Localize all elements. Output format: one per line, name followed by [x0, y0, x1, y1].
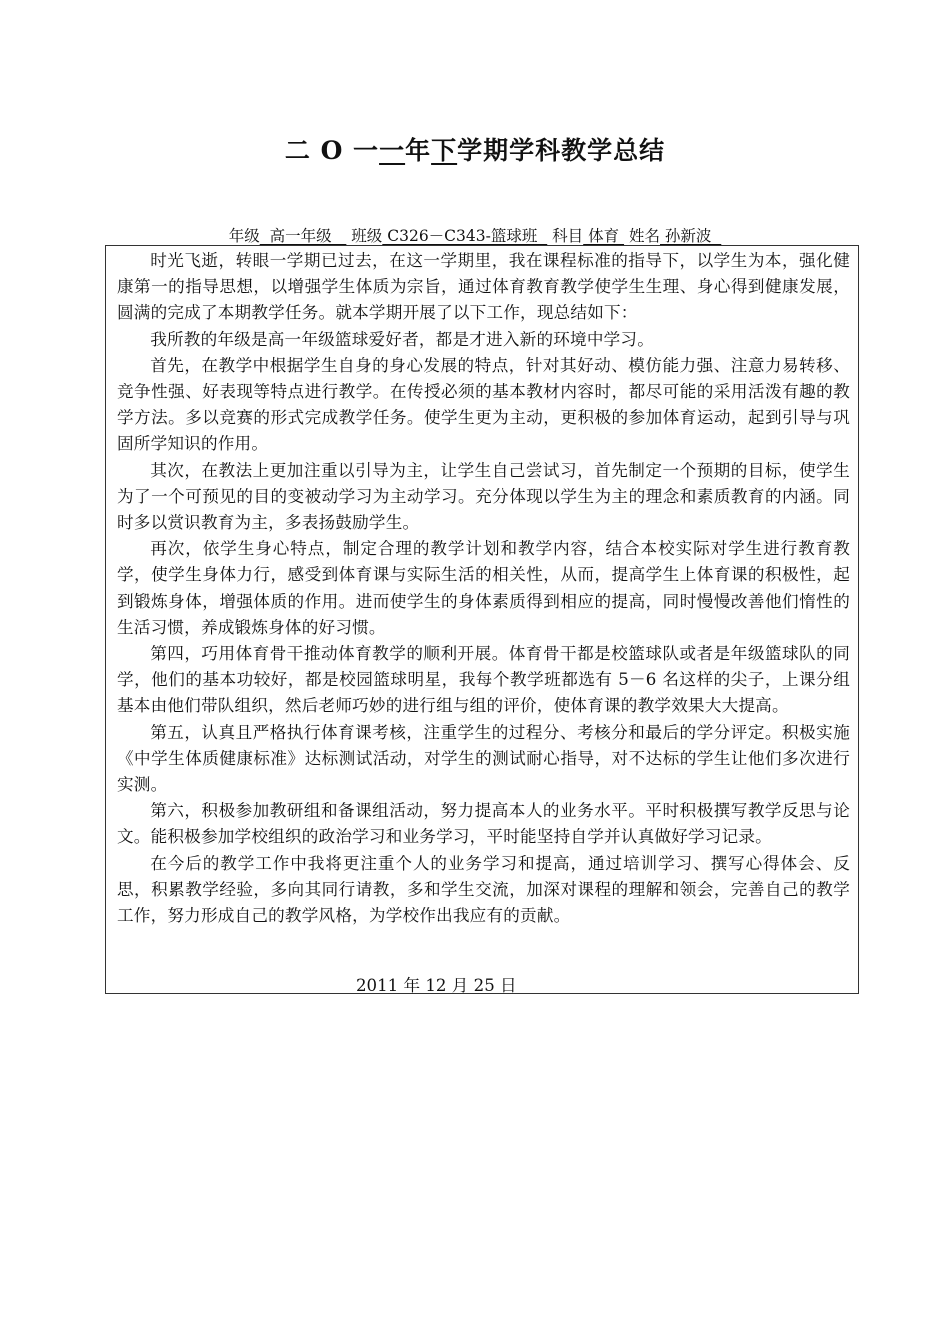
paragraph-second: 其次，在教法上更加注重以引导为主，让学生自己尝试习，首先制定一个预期的目标，使学生为了一个可预见的目的变被动学习为主动学习。充分体现以学生为主的理念和素质教育的内涵。同时多以赏识教育为主，多表扬鼓励学生。	[117, 460, 850, 533]
class-label: 班级	[351, 227, 383, 245]
paragraph-first: 首先，在教学中根据学生自身的身心发展的特点，针对其好动、模仿能力强、注意力易转移、竞争性强、好表现等特点进行教学。在传授必须的基本教材内容时，都尽可能的采用活泼有趣的教学方法。多以竞赛的形式完成教学任务。使学生更为主动，更积极的参加体育运动，起到引导与巩固所学知识的作用。	[117, 355, 850, 454]
grade-value: 高一年级	[259, 227, 347, 245]
summary-content-box	[105, 245, 859, 994]
grade-label: 年级	[228, 227, 260, 245]
paragraph-future: 在今后的教学工作中我将更注重个人的业务学习和提高，通过培训学习、撰写心得体会、反思，积累教学经验，多向其同行请教，多和学生交流，加深对课程的理解和领会，完善自己的教学工作，努力形成自己的教学风格，为学校作出我应有的贡献。	[117, 853, 850, 926]
paragraph-intro: 时光飞逝，转眼一学期已过去，在这一学期里，我在课程标准的指导下，以学生为本，强化健康第一的指导思想，以增强学生体质为宗旨，通过体育教育教学使学生生理、身心得到健康发展，圆满的完成了本期教学任务。就本学期开展了以下工作，现总结如下：	[117, 251, 850, 323]
title-year-char: 年	[405, 136, 432, 165]
title-suffix: 学期学科教学总结	[457, 136, 666, 165]
paragraph-grade: 我所教的年级是高一年级篮球爱好者，都是才进入新的环境中学习。	[150, 329, 654, 349]
subject-value: 体育	[583, 227, 625, 245]
paragraph-fifth: 第五，认真且严格执行体育课考核，注重学生的过程分、考核分和最后的学分评定。积极实施《中学生体质健康标准》达标测试活动，对学生的测试耐心指导，对不达标的学生让他们多次进行实测。	[117, 722, 850, 795]
document-meta-line	[0, 224, 950, 246]
paragraph-third: 再次，依学生身心特点，制定合理的教学计划和教学内容，结合本校实际对学生进行教育教学，使学生身体力行，感受到体育课与实际生活的相关性，从而，提高学生上体育课的积极性，起到锻炼身体，增强体质的作用。进而使学生的身体素质得到相应的提高，同时慢慢改善他们惰性的生活习惯，养成锻炼身体的好习惯。	[117, 539, 850, 637]
name-value: 孙新波	[660, 227, 722, 245]
subject-label: 科目	[552, 227, 584, 245]
name-label: 姓名	[628, 227, 660, 245]
paragraph-fourth: 第四，巧用体育骨干推动体育教学的顺利开展。体育骨干都是校篮球队或者是年级篮球队的同学，他们的基本功较好，都是校园篮球明星，我每个教学班都选有 5－6 名这样的尖子，上课分组基本由他们带队组织，然后老师巧妙的进行组与组的评价，使体育课的教学效果大大提高。	[117, 644, 850, 716]
paragraph-sixth: 第六，积极参加教研组和备课组活动，努力提高本人的业务水平。平时积极撰写教学反思与论文。能积极参加学校组织的政治学习和业务学习，平时能坚持自学并认真做好学习记录。	[117, 801, 850, 847]
document-title	[0, 131, 950, 167]
document-date: 2011 年 12 月 25 日	[356, 976, 517, 995]
title-year-blank: 一	[379, 136, 406, 165]
title-prefix: 二 O 一	[284, 136, 380, 165]
class-value: C326－C343-篮球班	[382, 227, 548, 245]
title-term-blank: 下	[431, 136, 458, 165]
